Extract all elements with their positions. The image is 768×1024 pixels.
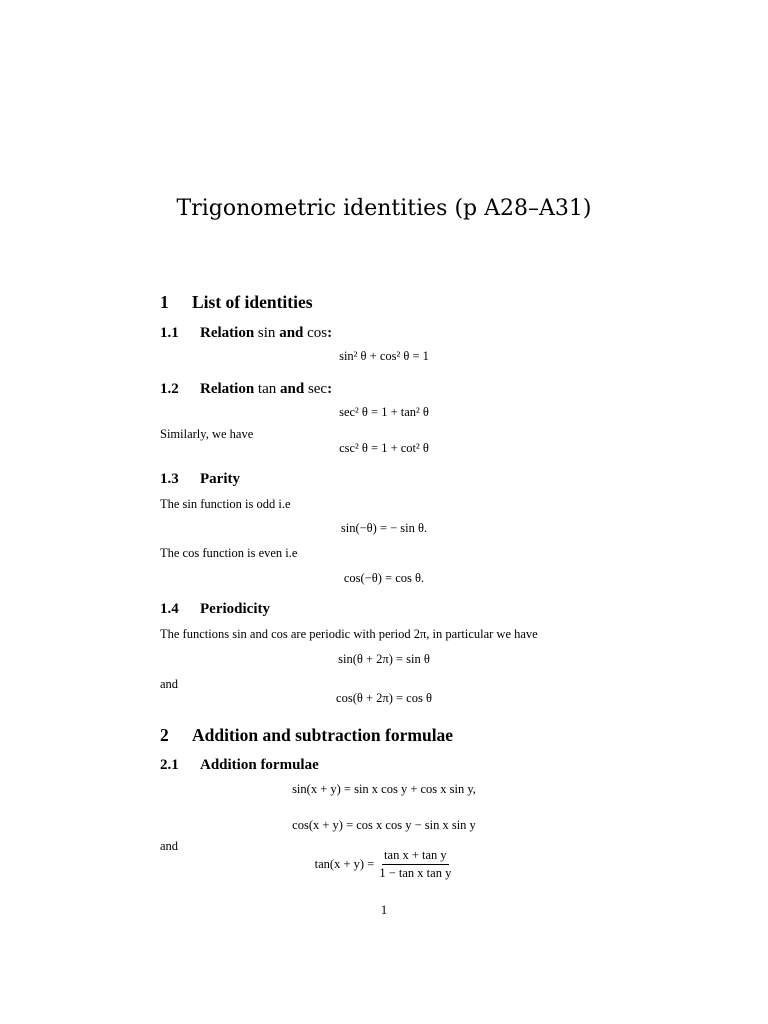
subsection-1-2-pre: Relation	[200, 381, 255, 397]
subsection-1-4-number: 1.4	[160, 601, 179, 617]
equation-cos-even: cos(−θ) = cos θ.	[343, 571, 425, 585]
subsection-1-1-func2: cos	[307, 325, 328, 341]
subsection-1-1-number: 1.1	[160, 325, 179, 341]
subsection-2-1-number: 2.1	[160, 757, 179, 773]
equation-pythagorean: sin² θ + cos² θ = 1	[339, 349, 429, 363]
equation-tan-addition	[0, 848, 768, 881]
subsection-1-2-func1: tan	[257, 381, 277, 397]
text-cos-even: The cos function is even i.e	[160, 546, 298, 560]
subsection-1-1-colon: :	[327, 325, 333, 341]
page-number: 1	[380, 903, 388, 917]
text-similarly: Similarly, we have	[160, 427, 254, 441]
subsection-1-2-heading	[160, 381, 332, 398]
equation-sec-tan: sec² θ = 1 + tan² θ	[339, 405, 429, 419]
subsection-2-1-heading	[160, 757, 319, 774]
subsection-1-4-heading	[160, 601, 270, 618]
equation-csc-cot: csc² θ = 1 + cot² θ	[339, 441, 429, 455]
subsection-2-1-title: Addition formulae	[200, 757, 319, 773]
section-2-heading	[160, 725, 453, 746]
equation-sin-odd: sin(−θ) = − sin θ.	[340, 521, 428, 535]
subsection-1-2-colon: :	[327, 381, 333, 397]
section-1-number: 1	[160, 292, 169, 312]
subsection-1-1-mid: and	[279, 325, 304, 341]
section-1-heading	[160, 292, 313, 313]
subsection-1-1-heading	[160, 325, 332, 342]
text-periodic: The functions sin and cos are periodic with period 2π, in particular we have	[160, 627, 538, 641]
fraction-numerator: tan x + tan y	[382, 848, 449, 865]
equation-sin-addition: sin(x + y) = sin x cos y + cos x sin y,	[292, 782, 476, 796]
text-sin-odd: The sin function is odd i.e	[160, 497, 291, 511]
subsection-1-1-func1: sin	[257, 325, 276, 341]
fraction	[377, 848, 453, 881]
text-and-1: and	[160, 677, 179, 691]
equation-cos-periodic: cos(θ + 2π) = cos θ	[336, 691, 432, 705]
document-title: Trigonometric identities (p A28–A31)	[176, 196, 592, 221]
subsection-1-2-func2: sec	[307, 381, 328, 397]
equation-sin-periodic: sin(θ + 2π) = sin θ	[338, 652, 430, 666]
subsection-1-4-title: Periodicity	[200, 601, 270, 617]
text-and-2: and	[160, 839, 179, 853]
fraction-denominator: 1 − tan x tan y	[379, 866, 452, 880]
subsection-1-2-number: 1.2	[160, 381, 179, 397]
equation-cos-addition: cos(x + y) = cos x cos y − sin x sin y	[292, 818, 476, 832]
equation-tan-lhs: tan(x + y) =	[314, 857, 375, 871]
section-2-title: Addition and subtraction formulae	[192, 725, 454, 745]
subsection-1-2-mid: and	[280, 381, 305, 397]
section-2-number: 2	[160, 725, 169, 745]
subsection-1-3-heading	[160, 471, 240, 488]
section-1-title: List of identities	[192, 292, 313, 312]
subsection-1-3-number: 1.3	[160, 471, 179, 487]
subsection-1-3-title: Parity	[200, 471, 240, 487]
subsection-1-1-pre: Relation	[200, 325, 255, 341]
